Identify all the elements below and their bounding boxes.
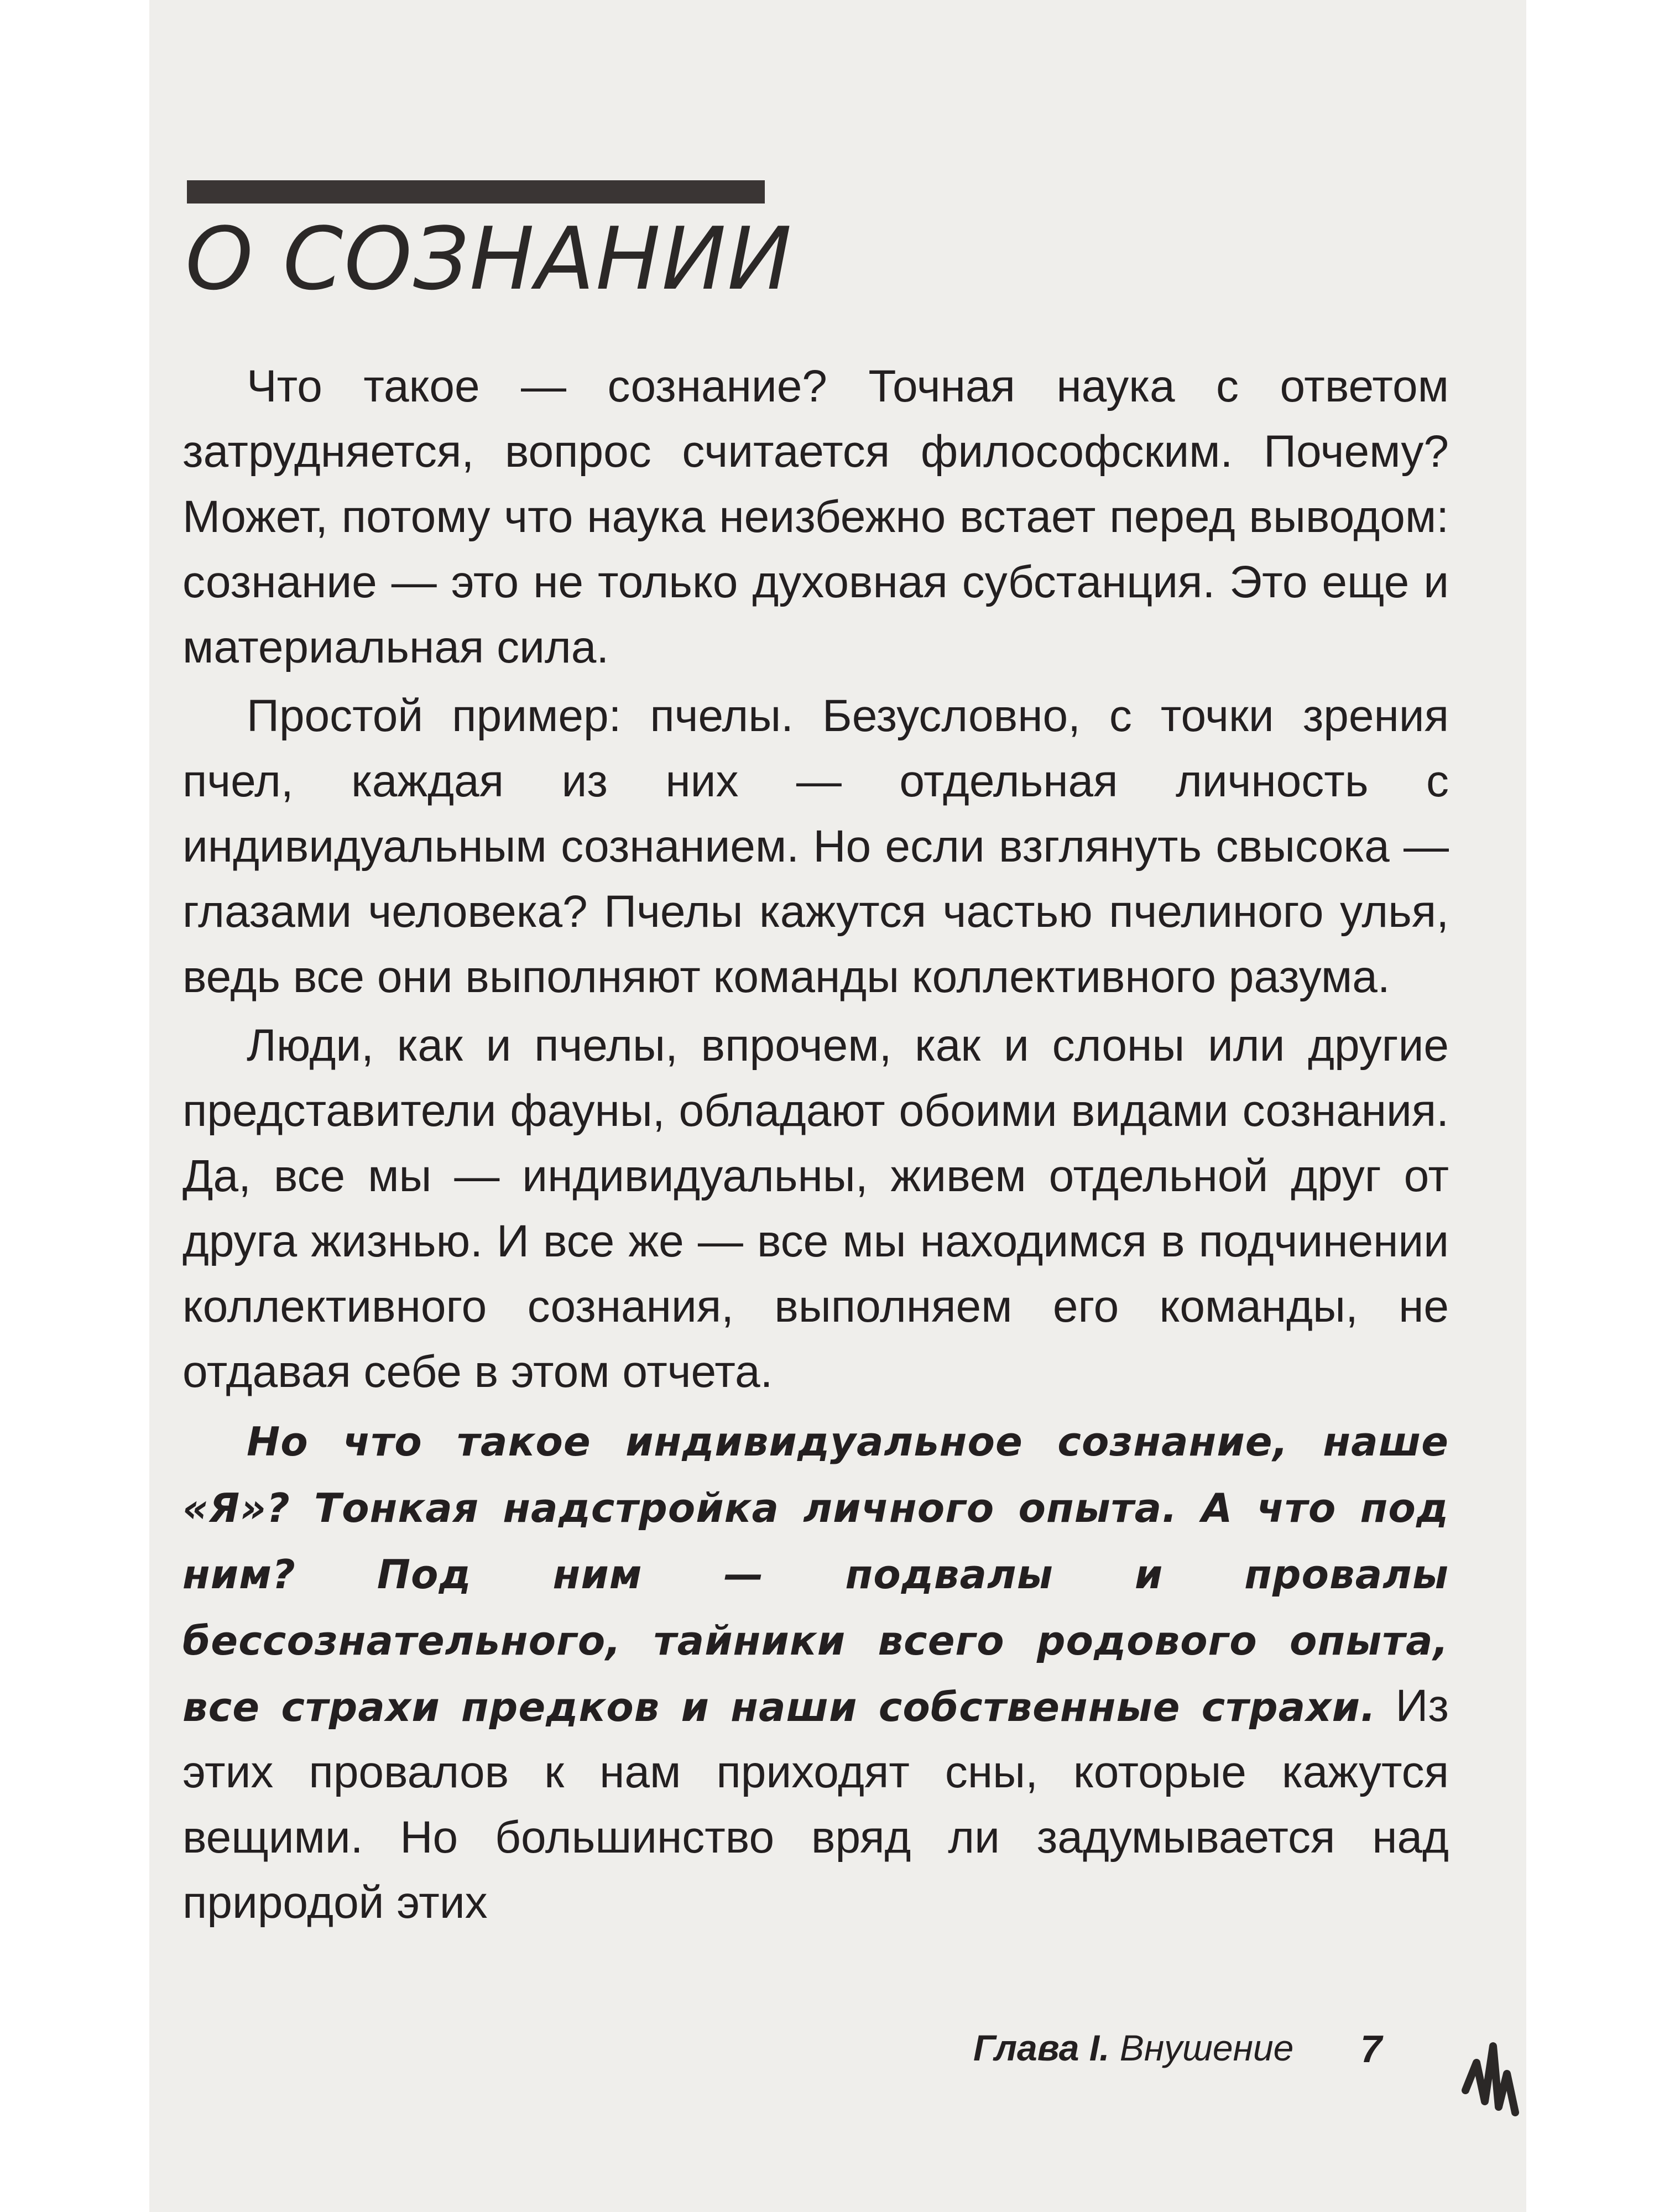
ink-smudge-icon <box>1460 2024 1521 2129</box>
paragraph-4-text: Из этих провалов к нам приходят сны, которые кажутся вещими. Но большинство вряд ли задумывается над природой этих <box>182 1681 1449 1928</box>
body-text <box>182 354 1449 1939</box>
paragraph-3: Люди, как и пчелы, впрочем, как и слоны или другие представители фауны, обладают обоими видами сознания. Да, все мы — индивидуальны, живем отдельной друг от друга жизнью. И все же — все мы находимся в подчинении коллективного сознания, выполняем его команды, не отдавая себе в этом отчета. <box>182 1020 1449 1397</box>
paragraph-1: Что такое — сознание? Точная наука с ответом затрудняется, вопрос считается философским. Почему? Может, потому что наука неизбежно встает перед выводом: сознание — это не только духовная субстанция. Это еще и материальная сила. <box>182 361 1449 672</box>
scan-margin-right <box>1526 0 1659 2212</box>
footer-chapter: Глава I. <box>973 2027 1110 2068</box>
section-heading: О СОЗНАНИИ <box>185 208 793 309</box>
heading-rule <box>187 180 765 204</box>
scan-margin-left <box>0 0 149 2212</box>
page-number: 7 <box>1360 2027 1382 2070</box>
running-footer <box>973 2027 1394 2082</box>
paragraph-4-emphasis: Но что такое индивидуальное сознание, наше «Я»? Тонкая надстройка личного опыта. А что под ним? Под ним — подвалы и провалы бессознательного, тайники всего родового опыта, все страхи предков и наши собственные страхи. <box>182 1418 1449 1730</box>
paragraph-4 <box>182 1408 1449 1936</box>
paragraph-2: Простой пример: пчелы. Безусловно, с точки зрения пчел, каждая из них — отдельная личность с индивидуальным сознанием. Но если взглянуть свысока — глазами человека? Пчелы кажутся частью пчелиного улья, ведь все они выполняют команды коллективного разума. <box>182 691 1449 1002</box>
footer-title: Внушение <box>1109 2027 1294 2068</box>
